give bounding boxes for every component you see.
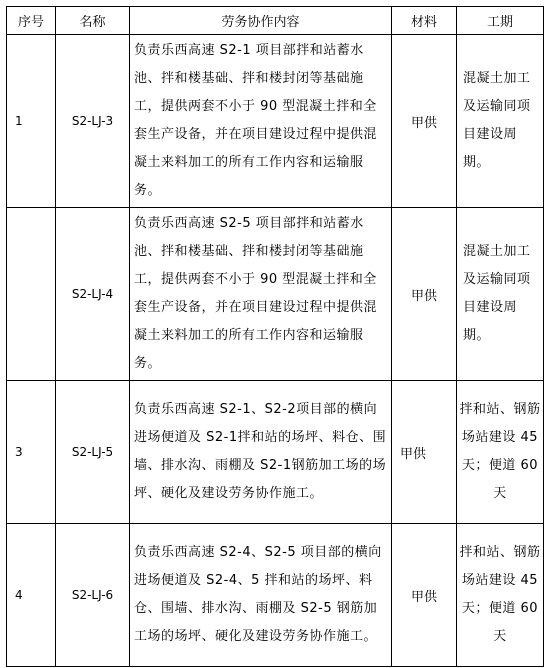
table-row	[7, 208, 544, 381]
header-period: 工期	[457, 7, 544, 35]
cell-content: 负责乐西高速 S2-1 项目部拌和站蓄水池、拌和楼基础、拌和楼封闭等基础施工，提供两套不小于 90 型混凝土拌和全套生产设备，并在项目建设过程中提供混凝土来料加工的所有工作内容和运输服务。	[130, 35, 392, 208]
cell-index: 3	[7, 381, 56, 524]
cell-index: 1	[7, 35, 56, 208]
header-index: 序号	[7, 7, 56, 35]
cell-name: S2-LJ-5	[56, 381, 130, 524]
header-material: 材料	[392, 7, 457, 35]
cell-material: 甲供	[392, 208, 457, 381]
cell-name: S2-LJ-6	[56, 524, 130, 667]
table-row	[7, 381, 544, 524]
labor-cooperation-table	[6, 6, 544, 667]
cell-period: 拌和站、钢筋场站建设 45 天；便道 60 天	[457, 524, 544, 667]
cell-content: 负责乐西高速 S2-4、S2-5 项目部的横向进场便道及 S2-4、5 拌和站的场坪、料仓、围墙、排水沟、雨棚及 S2-5 钢筋加工场的场坪、硬化及建设劳务协作施工。	[130, 524, 392, 667]
cell-material: 甲供	[392, 524, 457, 667]
cell-material: 甲供	[392, 381, 457, 524]
cell-index	[7, 208, 56, 381]
cell-period: 混凝土加工及运输同项目建设周期。	[457, 208, 544, 381]
cell-name: S2-LJ-3	[56, 35, 130, 208]
cell-content: 负责乐西高速 S2-1、S2-2项目部的横向进场便道及 S2-1拌和站的场坪、料仓、围墙、排水沟、雨棚及 S2-1钢筋加工场的场坪、硬化及建设劳务协作施工。	[130, 381, 392, 524]
cell-index: 4	[7, 524, 56, 667]
header-content: 劳务协作内容	[130, 7, 392, 35]
cell-period: 混凝土加工及运输同项目建设周期。	[457, 35, 544, 208]
table-row	[7, 35, 544, 208]
table-header-row	[7, 7, 544, 35]
header-name: 名称	[56, 7, 130, 35]
cell-name: S2-LJ-4	[56, 208, 130, 381]
cell-period: 拌和站、钢筋场站建设 45 天；便道 60 天	[457, 381, 544, 524]
table-row	[7, 524, 544, 667]
cell-content: 负责乐西高速 S2-5 项目部拌和站蓄水池、拌和楼基础、拌和楼封闭等基础施工，提供两套不小于 90 型混凝土拌和全套生产设备，并在项目建设过程中提供混凝土来料加工的所有工作内容和运输服务。	[130, 208, 392, 381]
cell-material: 甲供	[392, 35, 457, 208]
